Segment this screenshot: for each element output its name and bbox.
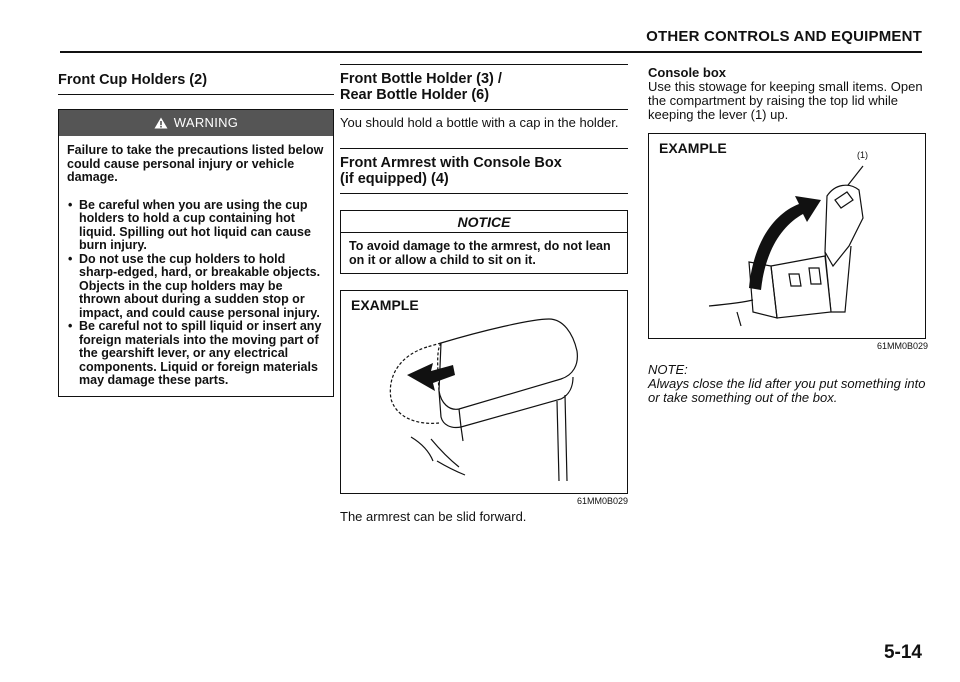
bottle-title-line1: Front Bottle Holder (3) /: [340, 71, 502, 87]
armrest-caption: The armrest can be slid forward.: [340, 509, 527, 524]
notice-label: NOTICE: [341, 211, 627, 233]
column-cup-holders: [58, 64, 334, 397]
warning-triangle-icon: [154, 117, 168, 129]
notice-box: [340, 210, 628, 274]
console-figure: [648, 133, 926, 339]
section-title-cup-holders: Front Cup Holders (2): [58, 64, 334, 95]
console-figure-code: 61MM0B029: [876, 341, 928, 351]
warning-header: [59, 110, 333, 136]
warning-box: [58, 109, 334, 397]
column-bottle-armrest: [340, 64, 628, 524]
warning-item: • Be careful not to spill liquid or insert any foreign materials into the moving part of the gearshift lever, or any electrical components. Liquid or foreign materials may damage these parts.: [67, 320, 325, 388]
console-box-title: Console box: [648, 65, 727, 80]
header-rule: [60, 51, 922, 53]
console-example-label: EXAMPLE: [659, 140, 727, 156]
notice-text: To avoid damage to the armrest, do not lean on it or allow a child to sit on it.: [349, 239, 611, 267]
note-label: NOTE:: [648, 362, 688, 377]
console-illustration: [649, 134, 925, 338]
column-console-box: [648, 66, 928, 405]
section-title-armrest: [340, 148, 628, 194]
console-box-text: Use this stowage for keeping small items. Open the compartment by raising the top lid while keeping the lever (1) up.: [648, 79, 923, 122]
bottle-title-line2: Rear Bottle Holder (6): [340, 87, 490, 103]
page-header-title: OTHER CONTROLS AND EQUIPMENT: [646, 28, 922, 45]
console-callout-label: (1): [857, 150, 868, 160]
warning-body: [59, 136, 333, 396]
armrest-title-line2: (if equipped) (4): [340, 171, 449, 187]
bottle-holder-text: You should hold a bottle with a cap in the holder.: [340, 115, 619, 130]
note-text: Always close the lid after you put something into or take something out of the box.: [648, 376, 926, 405]
page-number: 5-14: [883, 642, 922, 663]
warning-list: [67, 199, 325, 388]
warning-item: • Do not use the cup holders to hold sharp-edged, hard, or breakable objects. Objects in the cup holders may be thrown about during a sudden stop or impact, and could cause personal injury.: [67, 253, 325, 321]
armrest-figure: [340, 290, 628, 494]
warning-intro: Failure to take the precautions listed below could cause personal injury or vehicle damage.: [67, 143, 324, 184]
section-title-bottle-holder: [340, 64, 628, 110]
armrest-illustration: [341, 291, 627, 493]
armrest-example-label: EXAMPLE: [351, 297, 419, 313]
armrest-title-line1: Front Armrest with Console Box: [340, 155, 562, 171]
warning-label: WARNING: [173, 115, 239, 130]
warning-item: • Be careful when you are using the cup holders to hold a cup containing hot liquid. Spilling out hot liquid can cause burn injury.: [67, 199, 325, 253]
armrest-figure-code: 61MM0B029: [576, 496, 628, 506]
